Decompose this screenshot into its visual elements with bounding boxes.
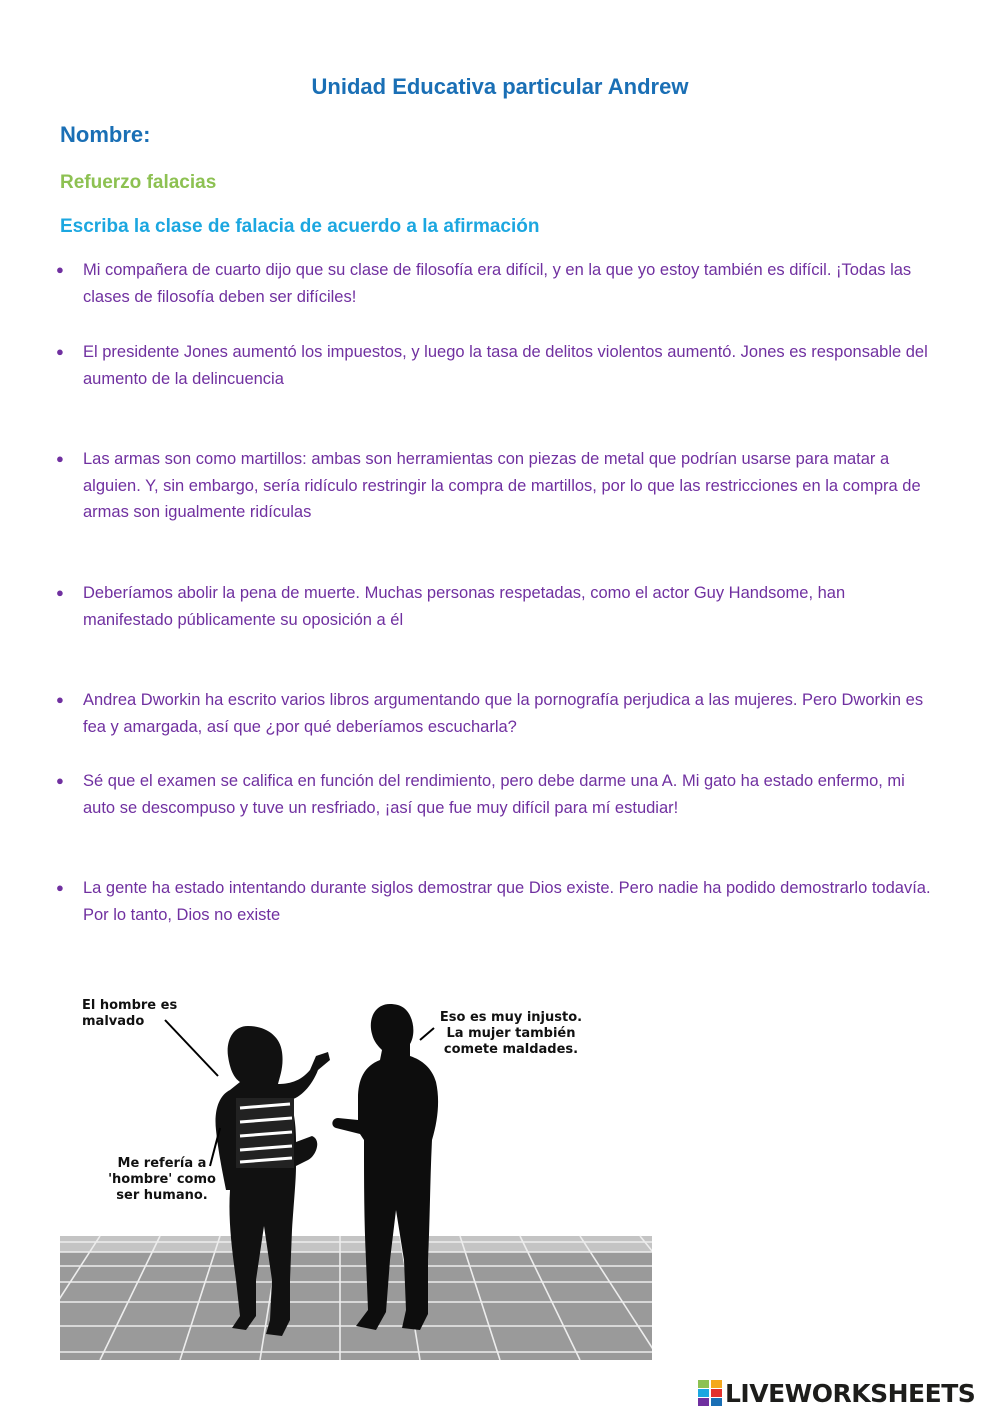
list-item (56, 257, 936, 310)
tiled-floor (60, 1236, 652, 1360)
bullet-icon: ● (56, 585, 64, 600)
worksheet-subtitle: Refuerzo falacias (60, 172, 217, 193)
statement-text: Mi compañera de cuarto dijo que su clase de filosofía era difícil, y en la que yo estoy también es difícil. ¡Todas las clases de filosofía deben ser difíciles! (83, 261, 912, 306)
name-label: Nombre: (60, 122, 151, 147)
list-item (56, 687, 936, 740)
bullet-icon: ● (56, 344, 64, 359)
bullet-icon: ● (56, 451, 64, 466)
bullet-icon: ● (56, 262, 64, 277)
speech-bubble-unfair: Eso es muy injusto. La mujer también comete maldades. (439, 1010, 583, 1057)
document-title: Unidad Educativa particular Andrew (311, 74, 689, 99)
list-item (56, 768, 936, 821)
liveworksheets-logo (698, 1378, 975, 1408)
comic-illustration (60, 990, 652, 1360)
bullet-icon: ● (56, 692, 64, 707)
statement-text: Andrea Dworkin ha escrito varios libros argumentando que la pornografía perjudica a las mujeres. Pero Dworkin es fea y amargada, así que ¿por qué deberíamos escucharla? (83, 691, 924, 736)
speech-bubble-man-evil: El hombre es malvado (82, 998, 178, 1029)
statement-text: Sé que el examen se califica en función del rendimiento, pero debe darme una A. Mi gato ha estado enfermo, mi auto se descompuso y tuve un resfriado, ¡así que fue muy difícil para mí estudiar! (83, 772, 905, 817)
bullet-icon: ● (56, 773, 64, 788)
logo-text: LIVEWORKSHEETS (725, 1378, 976, 1408)
bullet-icon: ● (56, 880, 64, 895)
statement-text: El presidente Jones aumentó los impuestos, y luego la tasa de delitos violentos aumentó. Jones es responsable del aumento de la delincuencia (83, 343, 928, 388)
list-item (56, 875, 936, 928)
list-item (56, 580, 936, 633)
instruction-text: Escriba la clase de falacia de acuerdo a la afirmación (60, 216, 540, 237)
speech-bubble-clarification: Me refería a 'hombre' como ser humano. (108, 1156, 216, 1203)
statement-text: La gente ha estado intentando durante siglos demostrar que Dios existe. Pero nadie ha podido demostrarlo todavía. Por lo tanto, Dios no existe (83, 879, 931, 924)
statement-text: Las armas son como martillos: ambas son herramientas con piezas de metal que podrían usarse para matar a alguien. Y, sin embargo, sería ridículo restringir la compra de martillos, por lo que las restricciones en la compra de armas son igualmente ridículas (83, 450, 921, 521)
statement-text: Deberíamos abolir la pena de muerte. Muchas personas respetadas, como el actor Guy Handsome, han manifestado públicamente su oposición a él (83, 584, 846, 629)
list-item (56, 446, 936, 526)
liveworksheets-icon (698, 1380, 722, 1406)
list-item (56, 339, 936, 392)
